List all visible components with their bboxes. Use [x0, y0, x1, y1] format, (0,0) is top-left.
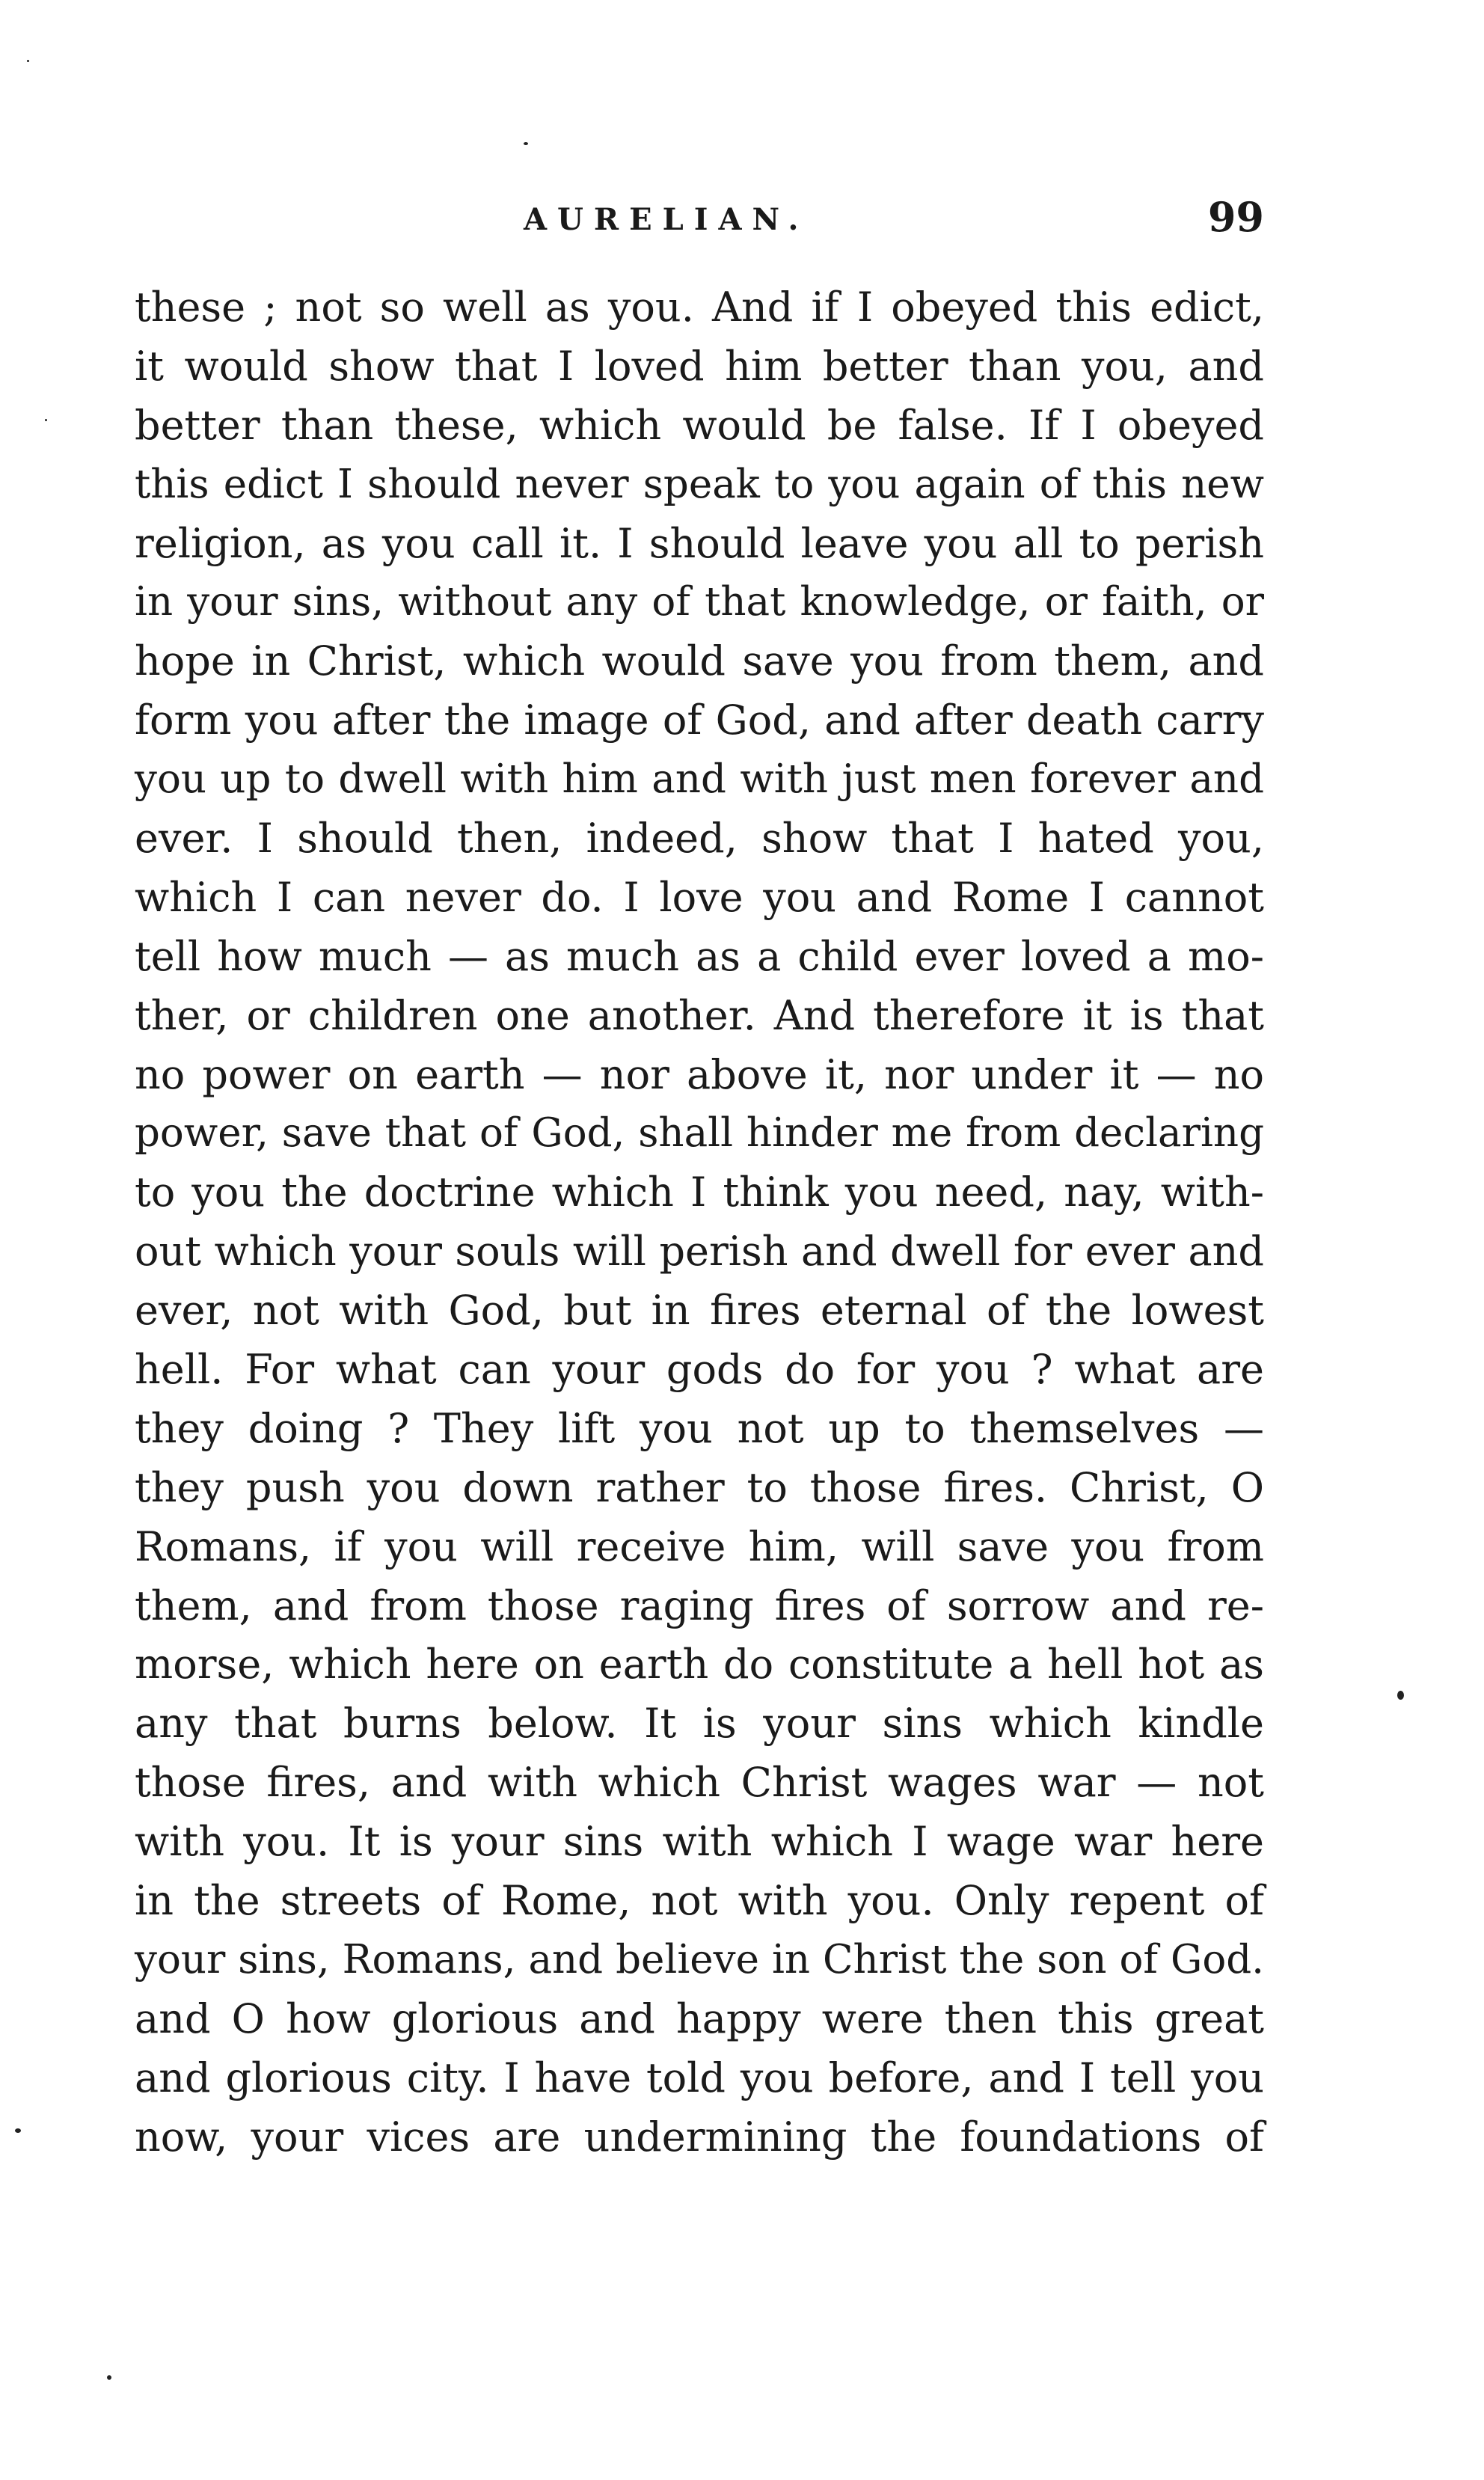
scan-speck — [1397, 1691, 1404, 1700]
text-line: ther, or children one another. And therefore it is that — [135, 991, 1264, 1039]
text-line: to you the doctrine which I think you need, nay, with- — [135, 1169, 1264, 1216]
text-line: and O how glorious and happy were then this great — [135, 1994, 1264, 2042]
text-line: these ; not so well as you. And if I obeyed this edict, — [135, 284, 1264, 331]
text-line: any that burns below. It is your sins which kindle — [135, 1700, 1264, 1748]
scan-speck — [107, 2375, 111, 2380]
scan-speck — [524, 142, 528, 145]
text-line: they push you down rather to those fires. Christ, O — [135, 1463, 1264, 1511]
text-line: you up to dwell with him and with just men forever and — [135, 756, 1264, 803]
running-head — [135, 187, 1264, 247]
text-line: hell. For what can your gods do for you ? what are — [135, 1346, 1264, 1394]
text-line: they doing ? They lift you not up to themselves — — [135, 1404, 1264, 1452]
text-line: power, save that of God, shall hinder me from declaring — [135, 1110, 1264, 1157]
text-line: this edict I should never speak to you again of this new — [135, 461, 1264, 507]
text-line: religion, as you call it. I should leave you all to perish — [135, 519, 1264, 567]
text-line: with you. It is your sins with which I wage war here — [135, 1818, 1264, 1866]
text-line: in your sins, without any of that knowledge, or faith, or — [135, 579, 1264, 625]
scan-speck — [45, 419, 47, 421]
text-line: no power on earth — nor above it, nor under it — no — [135, 1050, 1264, 1098]
body-text — [135, 278, 1264, 2167]
text-line: morse, which here on earth do constitute a hell hot as — [135, 1641, 1264, 1688]
text-line: now, your vices are undermining the foundations of — [135, 2113, 1264, 2161]
text-line: tell how much — as much as a child ever loved a mo- — [135, 932, 1264, 980]
text-line: Romans, if you will receive him, will save you from — [135, 1522, 1264, 1570]
text-line: ever. I should then, indeed, show that I hated you, — [135, 815, 1264, 863]
text-line: it would show that I loved him better than you, and — [135, 342, 1264, 390]
text-line: ever, not with God, but in fires eternal of the lowest — [135, 1287, 1264, 1335]
text-line: in the streets of Rome, not with you. Only repent of — [135, 1877, 1264, 1925]
text-line: hope in Christ, which would save you from them, and — [135, 637, 1264, 685]
page-number: 99 — [1207, 193, 1264, 241]
text-line: your sins, Romans, and believe in Christ the son of God. — [135, 1936, 1264, 1983]
scan-speck — [27, 60, 29, 62]
text-line: them, and from those raging fires of sorrow and re- — [135, 1582, 1264, 1629]
text-line: those fires, and with which Christ wages war — not — [135, 1759, 1264, 1807]
text-line: out which your souls will perish and dwell for ever and — [135, 1228, 1264, 1276]
running-title: AURELIAN. — [524, 202, 809, 237]
text-line: better than these, which would be false. If I obeyed — [135, 401, 1264, 449]
text-line: form you after the image of God, and after death carry — [135, 696, 1264, 744]
text-line: which I can never do. I love you and Rome I cannot — [135, 873, 1264, 921]
scan-speck — [15, 2128, 21, 2133]
text-line: and glorious city. I have told you before, and I tell you — [135, 2054, 1264, 2101]
